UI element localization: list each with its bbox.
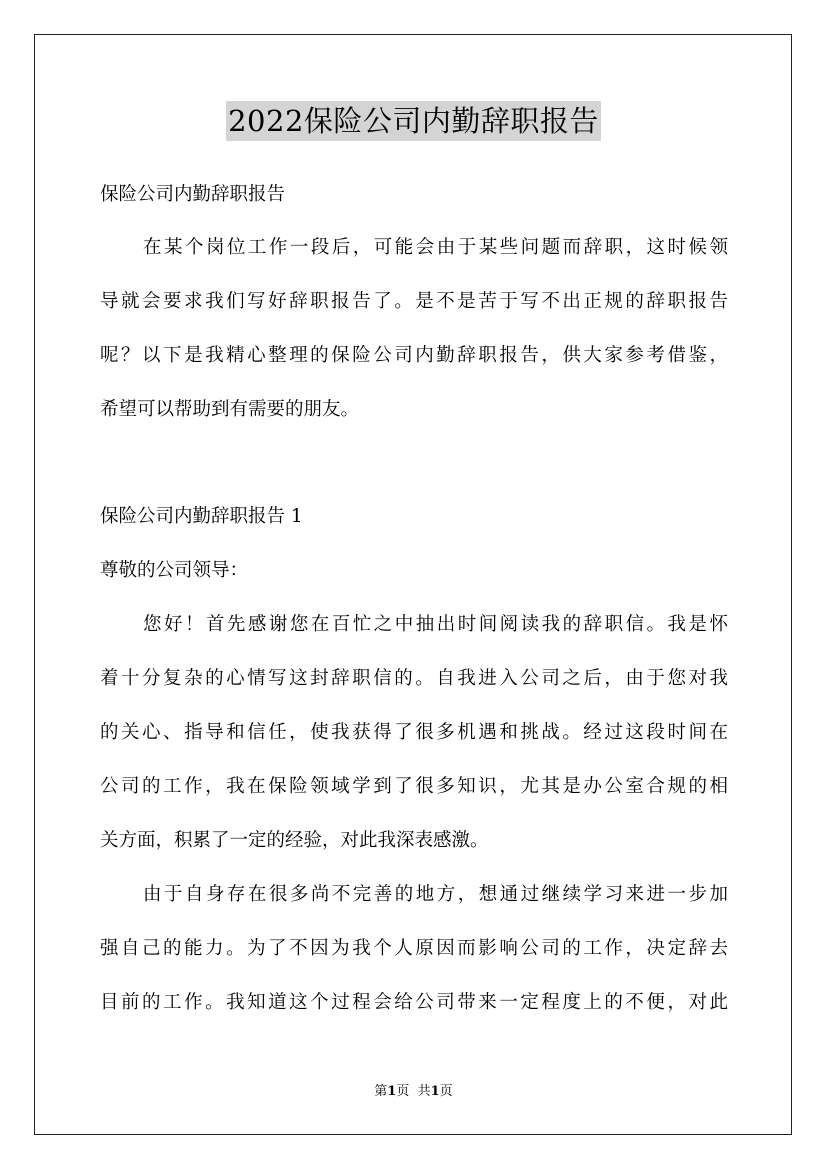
paragraph-line: 导就会要求我们写好辞职报告了。是不是苦于写不出正规的辞职报告 <box>100 291 728 312</box>
page-number: 1 <box>387 1084 397 1099</box>
paragraph-line: 由于自身存在很多尚不完善的地方，想通过继续学习来进一步加 <box>143 884 728 905</box>
section-heading: 保险公司内勤辞职报告 1 <box>100 506 303 527</box>
section-heading: 保险公司内勤辞职报告 <box>100 184 286 205</box>
paragraph-line: 公司的工作，我在保险领域学到了很多知识，尤其是办公室合规的相 <box>100 776 728 797</box>
paragraph-line: 希望可以帮助到有需要的朋友。 <box>100 399 360 420</box>
total-unit: 页 <box>439 1084 453 1099</box>
total-pages: 1 <box>430 1084 440 1099</box>
paragraph-line: 强自己的能力。为了不因为我个人原因而影响公司的工作，决定辞去 <box>100 938 728 959</box>
paragraph-line: 的关心、指导和信任，使我获得了很多机遇和挑战。经过这段时间在 <box>100 722 728 743</box>
page-footer <box>0 1083 827 1101</box>
paragraph-line: 目前的工作。我知道这个过程会给公司带来一定程度上的不便，对此 <box>100 992 728 1013</box>
paragraph-line: 在某个岗位工作一段后，可能会由于某些问题而辞职，这时候领 <box>143 237 728 258</box>
document-title: 2022保险公司内勤辞职报告 <box>226 101 601 141</box>
paragraph-line: 呢？以下是我精心整理的保险公司内勤辞职报告，供大家参考借鉴， <box>100 345 728 366</box>
paragraph-line: 您好！首先感谢您在百忙之中抽出时间阅读我的辞职信。我是怀 <box>143 614 728 635</box>
salutation: 尊敬的公司领导： <box>100 560 249 581</box>
page-prefix: 第 <box>374 1084 388 1099</box>
page-unit: 页 <box>396 1084 410 1099</box>
title-container <box>0 101 827 141</box>
paragraph-line: 着十分复杂的心情写这封辞职信的。自我进入公司之后，由于您对我 <box>100 668 728 689</box>
paragraph-line: 关方面，积累了一定的经验，对此我深表感激。 <box>100 830 489 851</box>
total-prefix: 共 <box>417 1084 431 1099</box>
